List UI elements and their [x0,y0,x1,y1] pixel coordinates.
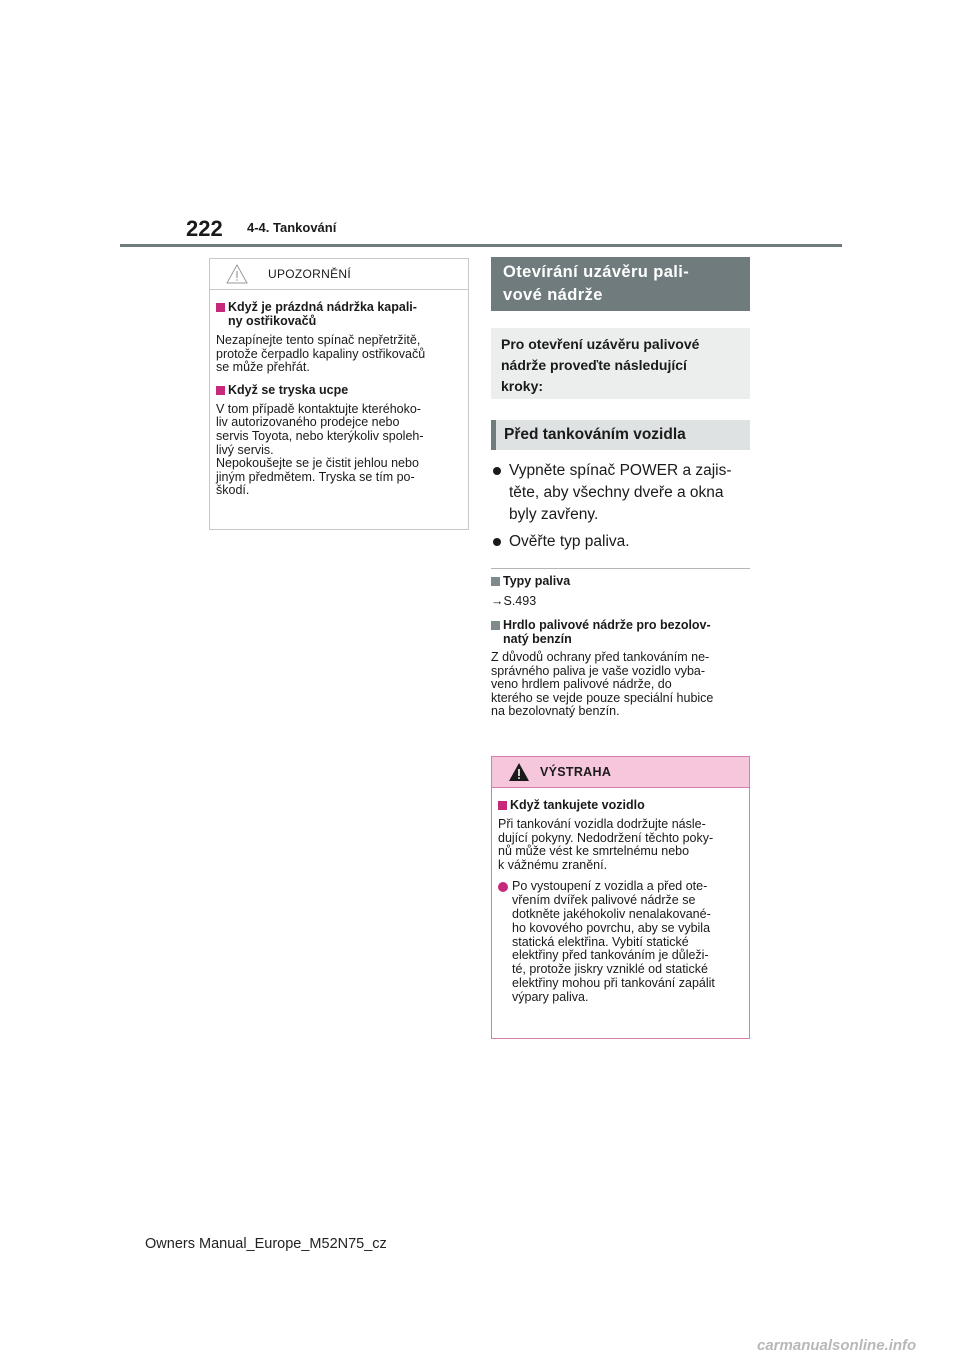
caution-title: UPOZORNĚNÍ [268,267,352,281]
page-number: 222 [186,216,223,241]
square-bullet-icon [216,386,225,395]
warning-title: VÝSTRAHA [540,765,612,779]
caution-item-text: V tom případě kontaktujte kteréhoko- liv autorizovaného prodejce nebo servis Toyota, nebo kterýkoliv spoleh- livý servis. Nepokoušejte se je čistit jehlou nebo jiným předmětem. Tryska se tím po- škodí. [216,401,424,498]
caution-item-text: Nezapínejte tento spínač nepřetržitě, protože čerpadlo kapaliny ostřikovačů se může přehřát. [216,333,426,375]
square-bullet-icon [491,577,500,586]
square-bullet-icon [498,801,507,810]
warning-heading [498,798,741,812]
note-text: Z důvodů ochrany před tankováním ne- správného paliva je vaše vozidlo vyba- veno hrdlem palivové nádrže, do kterého se vejde pouze speciální hubice na bezolovnatý benzín. [491,650,714,719]
warning-triangle-icon [508,762,530,782]
warning-body [492,788,749,1005]
footer-text: Owners Manual_Europe_M52N75_cz [145,1236,387,1252]
steps-list [493,460,755,558]
bullet-dot-icon [493,538,501,546]
divider [491,568,750,569]
caution-triangle-icon [226,264,248,284]
watermark: carmanualsonline.info [757,1337,917,1354]
square-bullet-icon [216,303,225,312]
caution-item-heading [216,300,460,328]
main-heading: Otevírání uzávěru pali- vové nádrže [491,257,750,311]
pink-dot-icon [498,882,508,892]
square-bullet-icon [491,621,500,630]
warning-bullet-text: Po vystoupení z vozidla a před ote- vřením dvířek palivové nádrže se dotkněte jakéhokoliv nenalakované- ho kovového povrchu, aby se vybila statická elektřina. Vybití statické elektřiny před tankováním je důleži- té, protože jiskry vzniklé od statické elektřiny mohou při tankování zapálit výpary paliva. [512,879,715,1004]
warning-bullet [498,880,741,1004]
header-rule [120,244,842,247]
warning-text: Při tankování vozidla dodržujte násle- dující pokyny. Nedodržení těchto poky- nů může vést ke smrtelnému nebo k vážnému zranění. [498,817,714,872]
intro-box: Pro otevření uzávěru palivové nádrže proveďte následující kroky: [491,328,750,399]
note-heading [491,574,753,588]
caution-item-heading [216,383,460,397]
bullet-dot-icon [493,467,501,475]
caution-body [210,290,468,498]
section-title: 4-4. Tankování [247,220,337,235]
warning-header [492,757,749,788]
caution-item-heading-text: Když se tryska ucpe [228,382,349,397]
subheading: Před tankováním vozidla [491,420,750,450]
note-heading [491,618,753,646]
step-text: Ověřte typ paliva. [509,533,630,550]
list-item [493,531,755,553]
caution-header [210,259,468,290]
step-text: Vypněte spínač POWER a zajis- těte, aby všechny dveře a okna byly zavřeny. [509,462,732,523]
warning-heading-text: Když tankujete vozidlo [510,798,645,812]
warning-box [491,756,750,1039]
note-heading-text: Typy paliva [503,574,571,588]
notes-section [491,574,753,727]
note-heading-text: Hrdlo palivové nádrže pro bezolov- natý benzín [503,618,711,646]
list-item [493,460,755,526]
page-reference: →S.493 [491,594,537,608]
caution-item-heading-text: Když je prázdná nádržka kapali- ny ostřikovačů [228,300,417,328]
caution-box [209,258,469,530]
